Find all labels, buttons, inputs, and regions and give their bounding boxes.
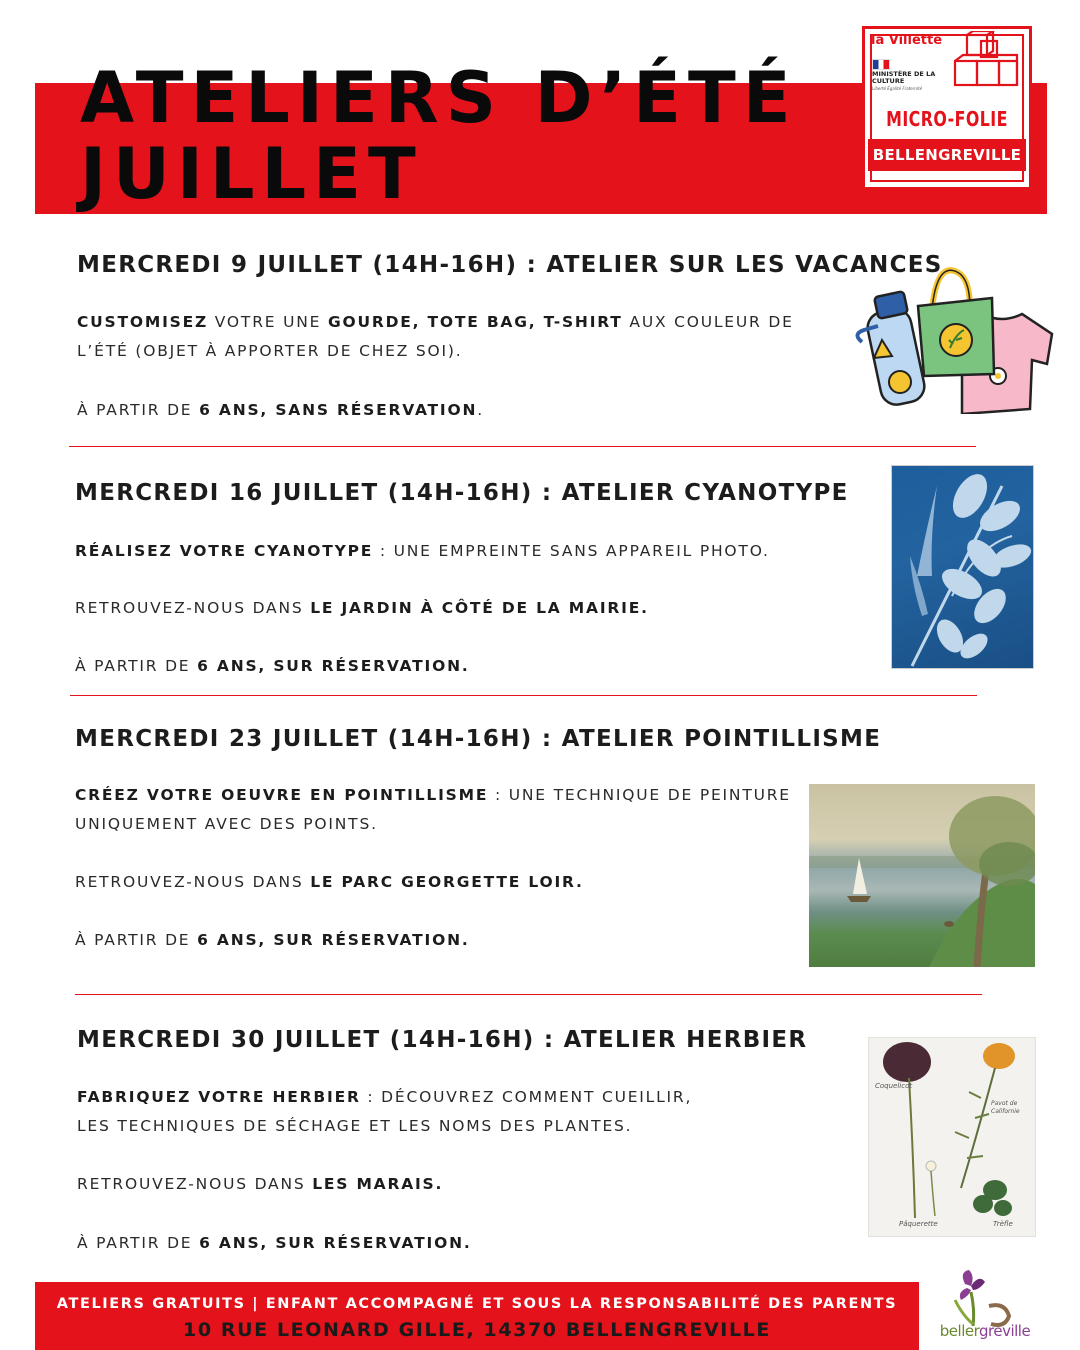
- micro-folie-label: MICRO-FOLIE: [886, 107, 1008, 131]
- section-4-age: [77, 1229, 472, 1258]
- text: .: [477, 401, 484, 419]
- text: À PARTIR DE: [75, 931, 198, 949]
- iris-flower-icon: [935, 1266, 1035, 1328]
- section-3-age: [75, 926, 470, 955]
- section-1-age: [77, 396, 484, 425]
- herb-label: Coquelicot: [875, 1082, 913, 1090]
- ministere-label: MINISTÈRE DE LA CULTURE: [872, 70, 936, 85]
- section-3-line-2: UNIQUEMENT AVEC DES POINTS.: [75, 815, 378, 833]
- herb-label: Pavot de Californie: [991, 1100, 1020, 1115]
- herbarium-plants: [869, 1038, 1036, 1237]
- title-line-2: JUILLET: [80, 133, 423, 215]
- la-villette-brand: la Villette: [871, 33, 943, 48]
- herbarium-image: [868, 1037, 1036, 1237]
- section-2-description: [75, 537, 770, 566]
- text: greville: [979, 1322, 1031, 1340]
- section-3-title: MERCREDI 23 JUILLET (14H-16H) : ATELIER POINTILLISME: [75, 726, 882, 752]
- bold-text: CUSTOMISEZ: [77, 313, 209, 331]
- republic-motto: Liberté Égalité Fraternité: [872, 86, 923, 91]
- bold-text: GOURDE, TOTE BAG, T-SHIRT: [327, 313, 623, 331]
- text: VOTRE UNE: [208, 313, 328, 331]
- bold-text: LE PARC GEORGETTE LOIR.: [310, 873, 584, 891]
- title-line-1: ATELIERS D’ÉTÉ: [80, 57, 798, 139]
- section-3-line-1: [75, 781, 791, 810]
- section-2-title: MERCREDI 16 JUILLET (14H-16H) : ATELIER CYANOTYPE: [75, 480, 849, 506]
- bold-text: 6 ANS, SUR RÉSERVATION.: [197, 931, 470, 949]
- logo-town-label: BELLENGREVILLE: [868, 139, 1026, 171]
- text: RETROUVEZ-NOUS DANS: [77, 1175, 313, 1193]
- text: À PARTIR DE: [77, 401, 200, 419]
- section-1-title: MERCREDI 9 JUILLET (14H-16H) : ATELIER SUR LES VACANCES: [77, 252, 943, 278]
- text: RETROUVEZ-NOUS DANS: [75, 599, 311, 617]
- cyanotype-leaves: [892, 466, 1034, 669]
- text: RETROUVEZ-NOUS DANS: [75, 873, 311, 891]
- bold-text: LE JARDIN À CÔTÉ DE LA MAIRIE.: [310, 599, 649, 617]
- micro-folie-logo: [862, 26, 1032, 190]
- bold-text: FABRIQUEZ VOTRE HERBIER: [77, 1088, 361, 1106]
- section-4-line-2: LES TECHNIQUES DE SÉCHAGE ET LES NOMS DES PLANTES.: [77, 1117, 633, 1135]
- text: : DÉCOUVREZ COMMENT CUEILLIR,: [360, 1088, 693, 1106]
- french-flag-icon: [872, 59, 890, 70]
- bold-text: 6 ANS, SUR RÉSERVATION.: [197, 657, 470, 675]
- pointillism-painting: [809, 784, 1035, 967]
- section-3-description: [75, 781, 791, 839]
- section-4-line-1: [77, 1083, 692, 1112]
- text: : UNE TECHNIQUE DE PEINTURE: [488, 786, 791, 804]
- page-title: [80, 57, 798, 215]
- bold-text: CRÉEZ VOTRE OEUVRE EN POINTILLISME: [75, 786, 489, 804]
- cyanotype-image: [891, 465, 1034, 669]
- section-1-line-1: [77, 308, 794, 337]
- summer-items-illustration: [852, 264, 1057, 414]
- section-1-description: [77, 308, 794, 366]
- section-divider: [70, 695, 977, 696]
- bellengreville-logo: [935, 1266, 1035, 1350]
- text: beller: [939, 1322, 979, 1340]
- section-divider: [75, 994, 982, 995]
- section-3-location: [75, 868, 584, 897]
- section-4-title: MERCREDI 30 JUILLET (14H-16H) : ATELIER HERBIER: [77, 1027, 808, 1053]
- herb-label: Pâquerette: [899, 1220, 938, 1228]
- bold-text: RÉALISEZ VOTRE CYANOTYPE: [75, 542, 374, 560]
- bold-text: 6 ANS, SUR RÉSERVATION.: [199, 1234, 472, 1252]
- text: À PARTIR DE: [75, 657, 198, 675]
- section-divider: [69, 446, 976, 447]
- section-4-location: [77, 1170, 443, 1199]
- text: AUX COULEUR DE: [622, 313, 794, 331]
- painting-scene: [809, 784, 1035, 967]
- section-1-line-2: L’ÉTÉ (OBJET À APPORTER DE CHEZ SOI).: [77, 342, 463, 360]
- herb-label: Trèfle: [993, 1220, 1013, 1228]
- section-2-age: [75, 652, 470, 681]
- footer-address: 10 RUE LEONARD GILLE, 14370 BELLENGREVILLE: [183, 1319, 771, 1341]
- bold-text: 6 ANS, SANS RÉSERVATION: [199, 401, 478, 419]
- town-name: [935, 1322, 1035, 1340]
- section-4-description: [77, 1083, 692, 1141]
- footer-info: ATELIERS GRATUITS | ENFANT ACCOMPAGNÉ ET SOUS LA RESPONSABILITÉ DES PARENTS: [56, 1296, 898, 1312]
- cubes-icon: [953, 31, 1023, 91]
- bold-text: LES MARAIS.: [312, 1175, 444, 1193]
- text: À PARTIR DE: [77, 1234, 200, 1252]
- section-2-location: [75, 594, 649, 623]
- text: : UNE EMPREINTE SANS APPAREIL PHOTO.: [373, 542, 770, 560]
- footer-banner: [35, 1282, 919, 1350]
